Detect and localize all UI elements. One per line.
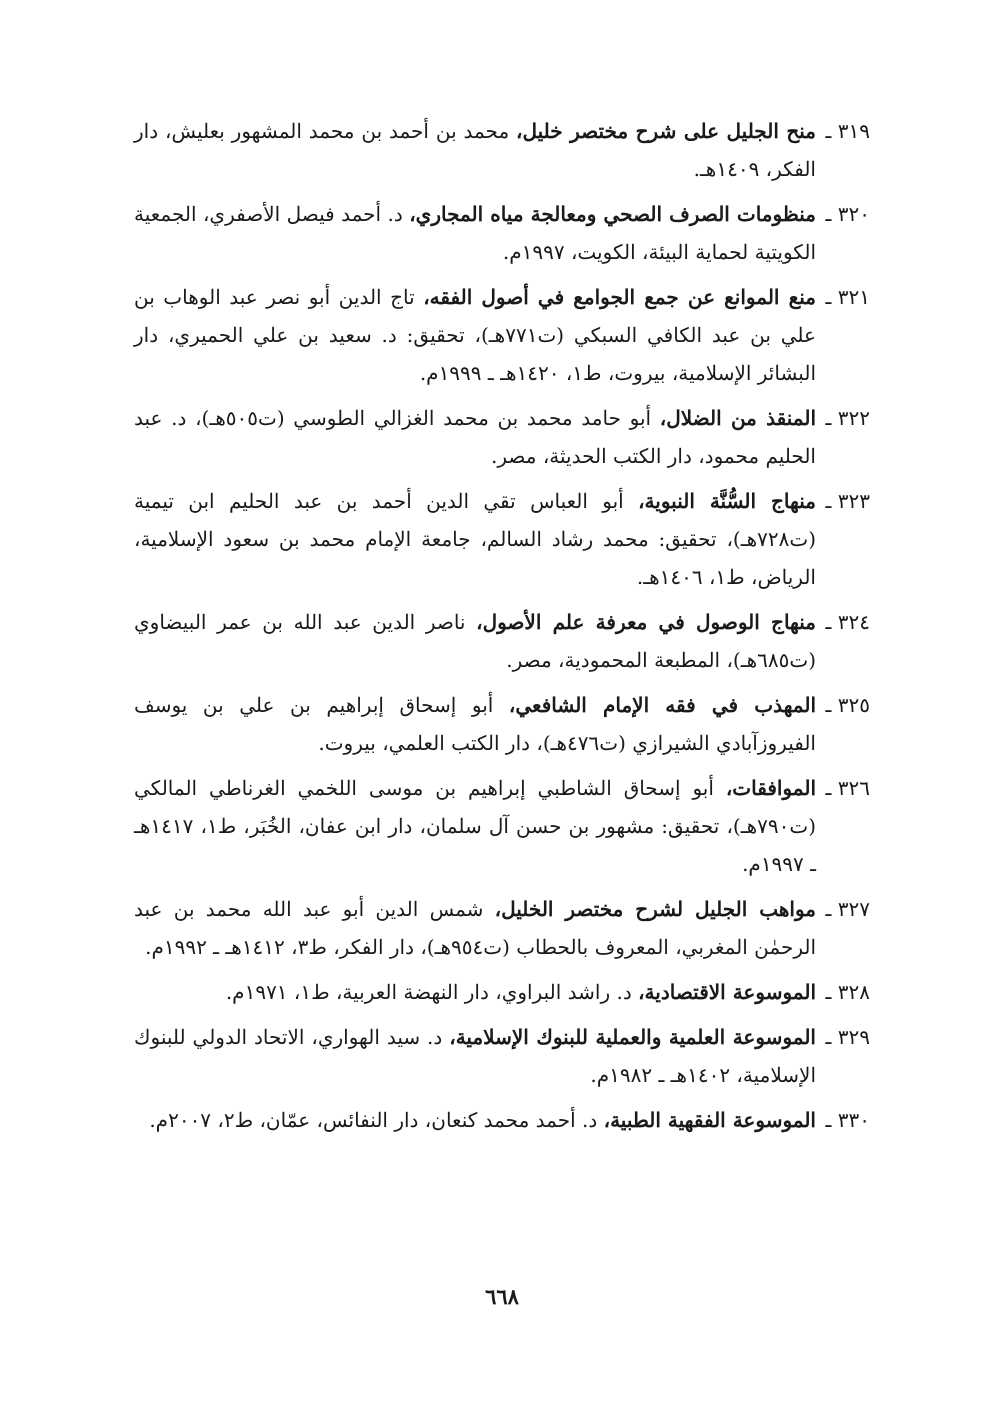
entry-title: منح الجليل على شرح مختصر خليل، — [516, 119, 816, 143]
entry-number: ٣٢١ ـ — [825, 285, 870, 309]
entry-details: أبو العباس تقي الدين أحمد بن عبد الحليم ابن تيمية (ت٧٢٨هـ)، تحقيق: محمد رشاد السالم، جامعة الإمام محمد بن سعود الإسلامية، الرياض، ط١، ١٤٠٦هـ. — [134, 489, 816, 589]
bibliography-entry — [134, 399, 870, 475]
entry-title: الموسوعة الفقهية الطبية، — [603, 1108, 816, 1132]
bibliography-entry — [134, 890, 870, 966]
entry-title: منهاج الوصول في معرفة علم الأصول، — [476, 610, 816, 634]
bibliography-entry — [134, 1101, 870, 1139]
entry-number: ٣١٩ ـ — [825, 119, 870, 143]
bibliography-entry — [134, 278, 870, 392]
bibliography-entry — [134, 195, 870, 271]
entry-details: أبو حامد محمد بن محمد الغزالي الطوسي (ت٥٠٥هـ)، د. عبد الحليم محمود، دار الكتب الحديثة، مصر. — [134, 406, 816, 468]
bibliography-entry — [134, 686, 870, 762]
entry-text — [134, 769, 816, 883]
bibliography-entry — [134, 1018, 870, 1094]
entry-number: ٣٢٤ ـ — [825, 610, 870, 634]
entry-title: منظومات الصرف الصحي ومعالجة مياه المجاري، — [409, 202, 816, 226]
entry-number: ٣٢٨ ـ — [825, 980, 870, 1004]
bibliography-entry — [134, 603, 870, 679]
entry-number: ٣٢٩ ـ — [825, 1025, 870, 1049]
bibliography-entry — [134, 973, 870, 1011]
entry-title: الموسوعة العلمية والعملية للبنوك الإسلامية، — [449, 1025, 816, 1049]
page-number: ٦٦٨ — [485, 1284, 519, 1309]
entry-details: أبو إسحاق الشاطبي إبراهيم بن موسى اللخمي الغرناطي المالكي (ت٧٩٠هـ)، تحقيق: مشهور بن حسن آل سلمان، دار ابن عفان، الخُبَر، ط١، ١٤١٧هـ ـ ١٩٩٧م. — [134, 776, 816, 876]
bibliography-list — [134, 112, 870, 1146]
entry-text — [134, 890, 816, 966]
entry-title: الموافقات، — [725, 776, 816, 800]
entry-details: د. سيد الهواري، الاتحاد الدولي للبنوك الإسلامية، ١٤٠٢هـ ـ ١٩٨٢م. — [134, 1025, 816, 1087]
entry-text — [134, 112, 816, 188]
entry-text — [134, 973, 816, 1011]
entry-details: د. أحمد محمد كنعان، دار النفائس، عمّان، ط٢، ٢٠٠٧م. — [149, 1108, 604, 1132]
entry-details: ناصر الدين عبد الله بن عمر البيضاوي (ت٦٨٥هـ)، المطبعة المحمودية، مصر. — [134, 610, 816, 672]
entry-text — [134, 482, 816, 596]
entry-number: ٣٢٣ ـ — [825, 489, 870, 513]
entry-title: منهاج السُّنَّة النبوية، — [638, 489, 816, 513]
bibliography-entry — [134, 112, 870, 188]
entry-number: ٣٢٠ ـ — [825, 202, 870, 226]
entry-text — [134, 399, 816, 475]
entry-title: الموسوعة الاقتصادية، — [638, 980, 816, 1004]
entry-details: د. أحمد فيصل الأصفري، الجمعية الكويتية لحماية البيئة، الكويت، ١٩٩٧م. — [134, 202, 816, 264]
entry-text — [134, 1018, 816, 1094]
entry-title: منع الموانع عن جمع الجوامع في أصول الفقه، — [423, 285, 816, 309]
entry-details: تاج الدين أبو نصر عبد الوهاب بن علي بن عبد الكافي السبكي (ت٧٧١هـ)، تحقيق: د. سعيد بن علي الحميري، دار البشائر الإسلامية، بيروت، ط١، ١٤٢٠هـ ـ ١٩٩٩م. — [134, 285, 816, 385]
bibliography-entry — [134, 769, 870, 883]
entry-number: ٣٢٥ ـ — [825, 693, 870, 717]
bibliography-entry — [134, 482, 870, 596]
entry-text — [134, 278, 816, 392]
entry-details: د. راشد البراوي، دار النهضة العربية، ط١، ١٩٧١م. — [225, 980, 639, 1004]
entry-title: مواهب الجليل لشرح مختصر الخليل، — [494, 897, 816, 921]
entry-title: المنقذ من الضلال، — [659, 406, 817, 430]
entry-details: أبو إسحاق إبراهيم بن علي بن يوسف الفيروزآبادي الشيرازي (ت٤٧٦هـ)، دار الكتب العلمي، بيروت. — [134, 693, 816, 755]
entry-details: شمس الدين أبو عبد الله محمد بن عبد الرحمٰن المغربي، المعروف بالحطاب (ت٩٥٤هـ)، دار الفكر، ط٣، ١٤١٢هـ ـ ١٩٩٢م. — [134, 897, 816, 959]
entry-text — [134, 1101, 816, 1139]
entry-text — [134, 195, 816, 271]
entry-number: ٣٢٢ ـ — [825, 406, 870, 430]
entry-title: المهذب في فقه الإمام الشافعي، — [508, 693, 817, 717]
entry-text — [134, 686, 816, 762]
entry-number: ٣٣٠ ـ — [825, 1108, 870, 1132]
entry-text — [134, 603, 816, 679]
entry-number: ٣٢٧ ـ — [825, 897, 870, 921]
entry-details: محمد بن أحمد بن محمد المشهور بعليش، دار الفكر، ١٤٠٩هـ. — [134, 119, 816, 181]
entry-number: ٣٢٦ ـ — [825, 776, 870, 800]
